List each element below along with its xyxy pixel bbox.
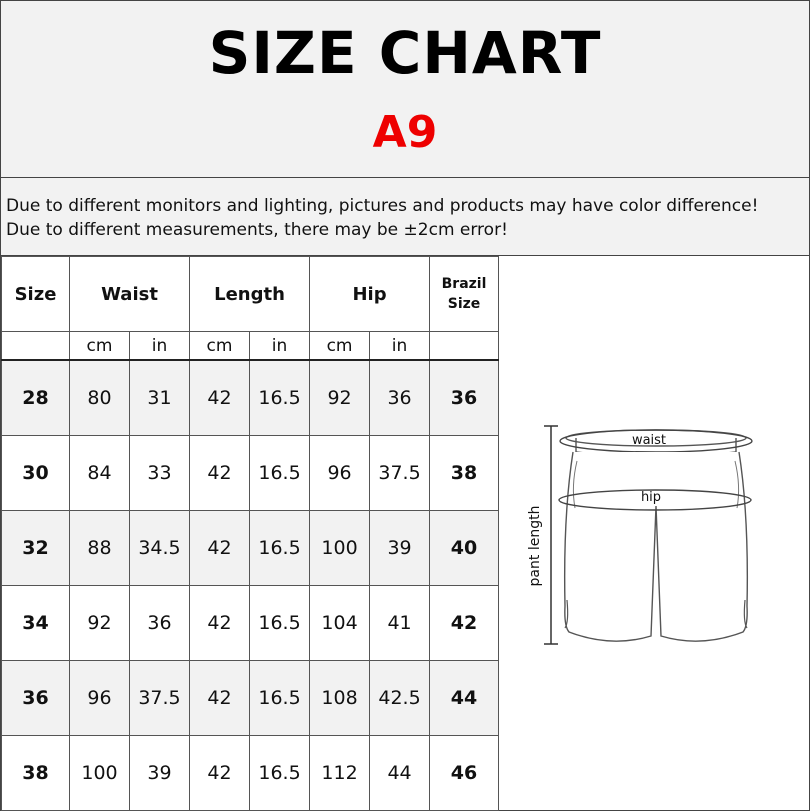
shorts-outline-icon [501, 256, 809, 810]
cell-brazil-size: 40 [430, 511, 499, 586]
header [1, 1, 809, 178]
cell-waist-cm: 96 [70, 661, 130, 736]
cell-waist-cm: 100 [70, 736, 130, 811]
table-header-row [2, 257, 499, 332]
cell-size: 28 [2, 360, 70, 436]
cell-size: 32 [2, 511, 70, 586]
cell-hip-in: 41 [370, 586, 430, 661]
cell-length-cm: 42 [190, 360, 250, 436]
cell-hip-in: 39 [370, 511, 430, 586]
pant-length-label: pant length [527, 505, 543, 587]
cell-hip-cm: 92 [310, 360, 370, 436]
cell-brazil-size: 44 [430, 661, 499, 736]
cell-waist-cm: 84 [70, 436, 130, 511]
cell-length-cm: 42 [190, 511, 250, 586]
header-hip: Hip [310, 257, 430, 332]
cell-hip-cm: 108 [310, 661, 370, 736]
cell-length-cm: 42 [190, 736, 250, 811]
cell-length-in: 16.5 [250, 511, 310, 586]
cell-hip-cm: 96 [310, 436, 370, 511]
model-code: A9 [372, 107, 438, 158]
cell-hip-cm: 100 [310, 511, 370, 586]
cell-length-in: 16.5 [250, 661, 310, 736]
cell-length-in: 16.5 [250, 586, 310, 661]
cell-brazil-size: 36 [430, 360, 499, 436]
cell-length-in: 16.5 [250, 360, 310, 436]
unit-waist-in: in [130, 332, 190, 361]
hip-label: hip [640, 490, 662, 505]
cell-brazil-size: 42 [430, 586, 499, 661]
cell-size: 34 [2, 586, 70, 661]
header-brazil-size [430, 257, 499, 332]
cell-length-cm: 42 [190, 586, 250, 661]
cell-waist-in: 37.5 [130, 661, 190, 736]
header-brazil-line1: Brazil [441, 276, 487, 292]
cell-brazil-size: 38 [430, 436, 499, 511]
cell-waist-in: 34.5 [130, 511, 190, 586]
page-title: SIZE CHART [208, 19, 602, 87]
cell-waist-in: 39 [130, 736, 190, 811]
cell-waist-in: 36 [130, 586, 190, 661]
cell-waist-cm: 88 [70, 511, 130, 586]
cell-hip-in: 44 [370, 736, 430, 811]
table-row [2, 586, 499, 661]
unit-hip-cm: cm [310, 332, 370, 361]
cell-waist-cm: 92 [70, 586, 130, 661]
cell-waist-in: 33 [130, 436, 190, 511]
units-blank-brazil [430, 332, 499, 361]
waist-label: waist [631, 433, 667, 448]
table-row [2, 511, 499, 586]
cell-size: 36 [2, 661, 70, 736]
cell-size: 38 [2, 736, 70, 811]
table-row [2, 661, 499, 736]
cell-hip-in: 36 [370, 360, 430, 436]
cell-hip-cm: 112 [310, 736, 370, 811]
units-blank [2, 332, 70, 361]
header-waist: Waist [70, 257, 190, 332]
cell-length-cm: 42 [190, 661, 250, 736]
notice-box [1, 178, 809, 256]
unit-length-cm: cm [190, 332, 250, 361]
units-row [2, 332, 499, 361]
unit-hip-in: in [370, 332, 430, 361]
table-row [2, 360, 499, 436]
unit-waist-cm: cm [70, 332, 130, 361]
notice-color-difference: Due to different monitors and lighting, pictures and products may have color difference! [6, 196, 759, 216]
notice-measurement-error: Due to different measurements, there may be ±2cm error! [6, 220, 508, 240]
cell-brazil-size: 46 [430, 736, 499, 811]
cell-waist-in: 31 [130, 360, 190, 436]
header-length: Length [190, 257, 310, 332]
size-table [1, 256, 499, 811]
header-brazil-line2: Size [447, 296, 481, 312]
cell-hip-in: 42.5 [370, 661, 430, 736]
shorts-diagram [501, 256, 809, 810]
cell-hip-cm: 104 [310, 586, 370, 661]
table-row [2, 736, 499, 811]
cell-length-in: 16.5 [250, 436, 310, 511]
cell-length-cm: 42 [190, 436, 250, 511]
cell-length-in: 16.5 [250, 736, 310, 811]
cell-size: 30 [2, 436, 70, 511]
header-size: Size [2, 257, 70, 332]
cell-hip-in: 37.5 [370, 436, 430, 511]
cell-waist-cm: 80 [70, 360, 130, 436]
unit-length-in: in [250, 332, 310, 361]
table-row [2, 436, 499, 511]
